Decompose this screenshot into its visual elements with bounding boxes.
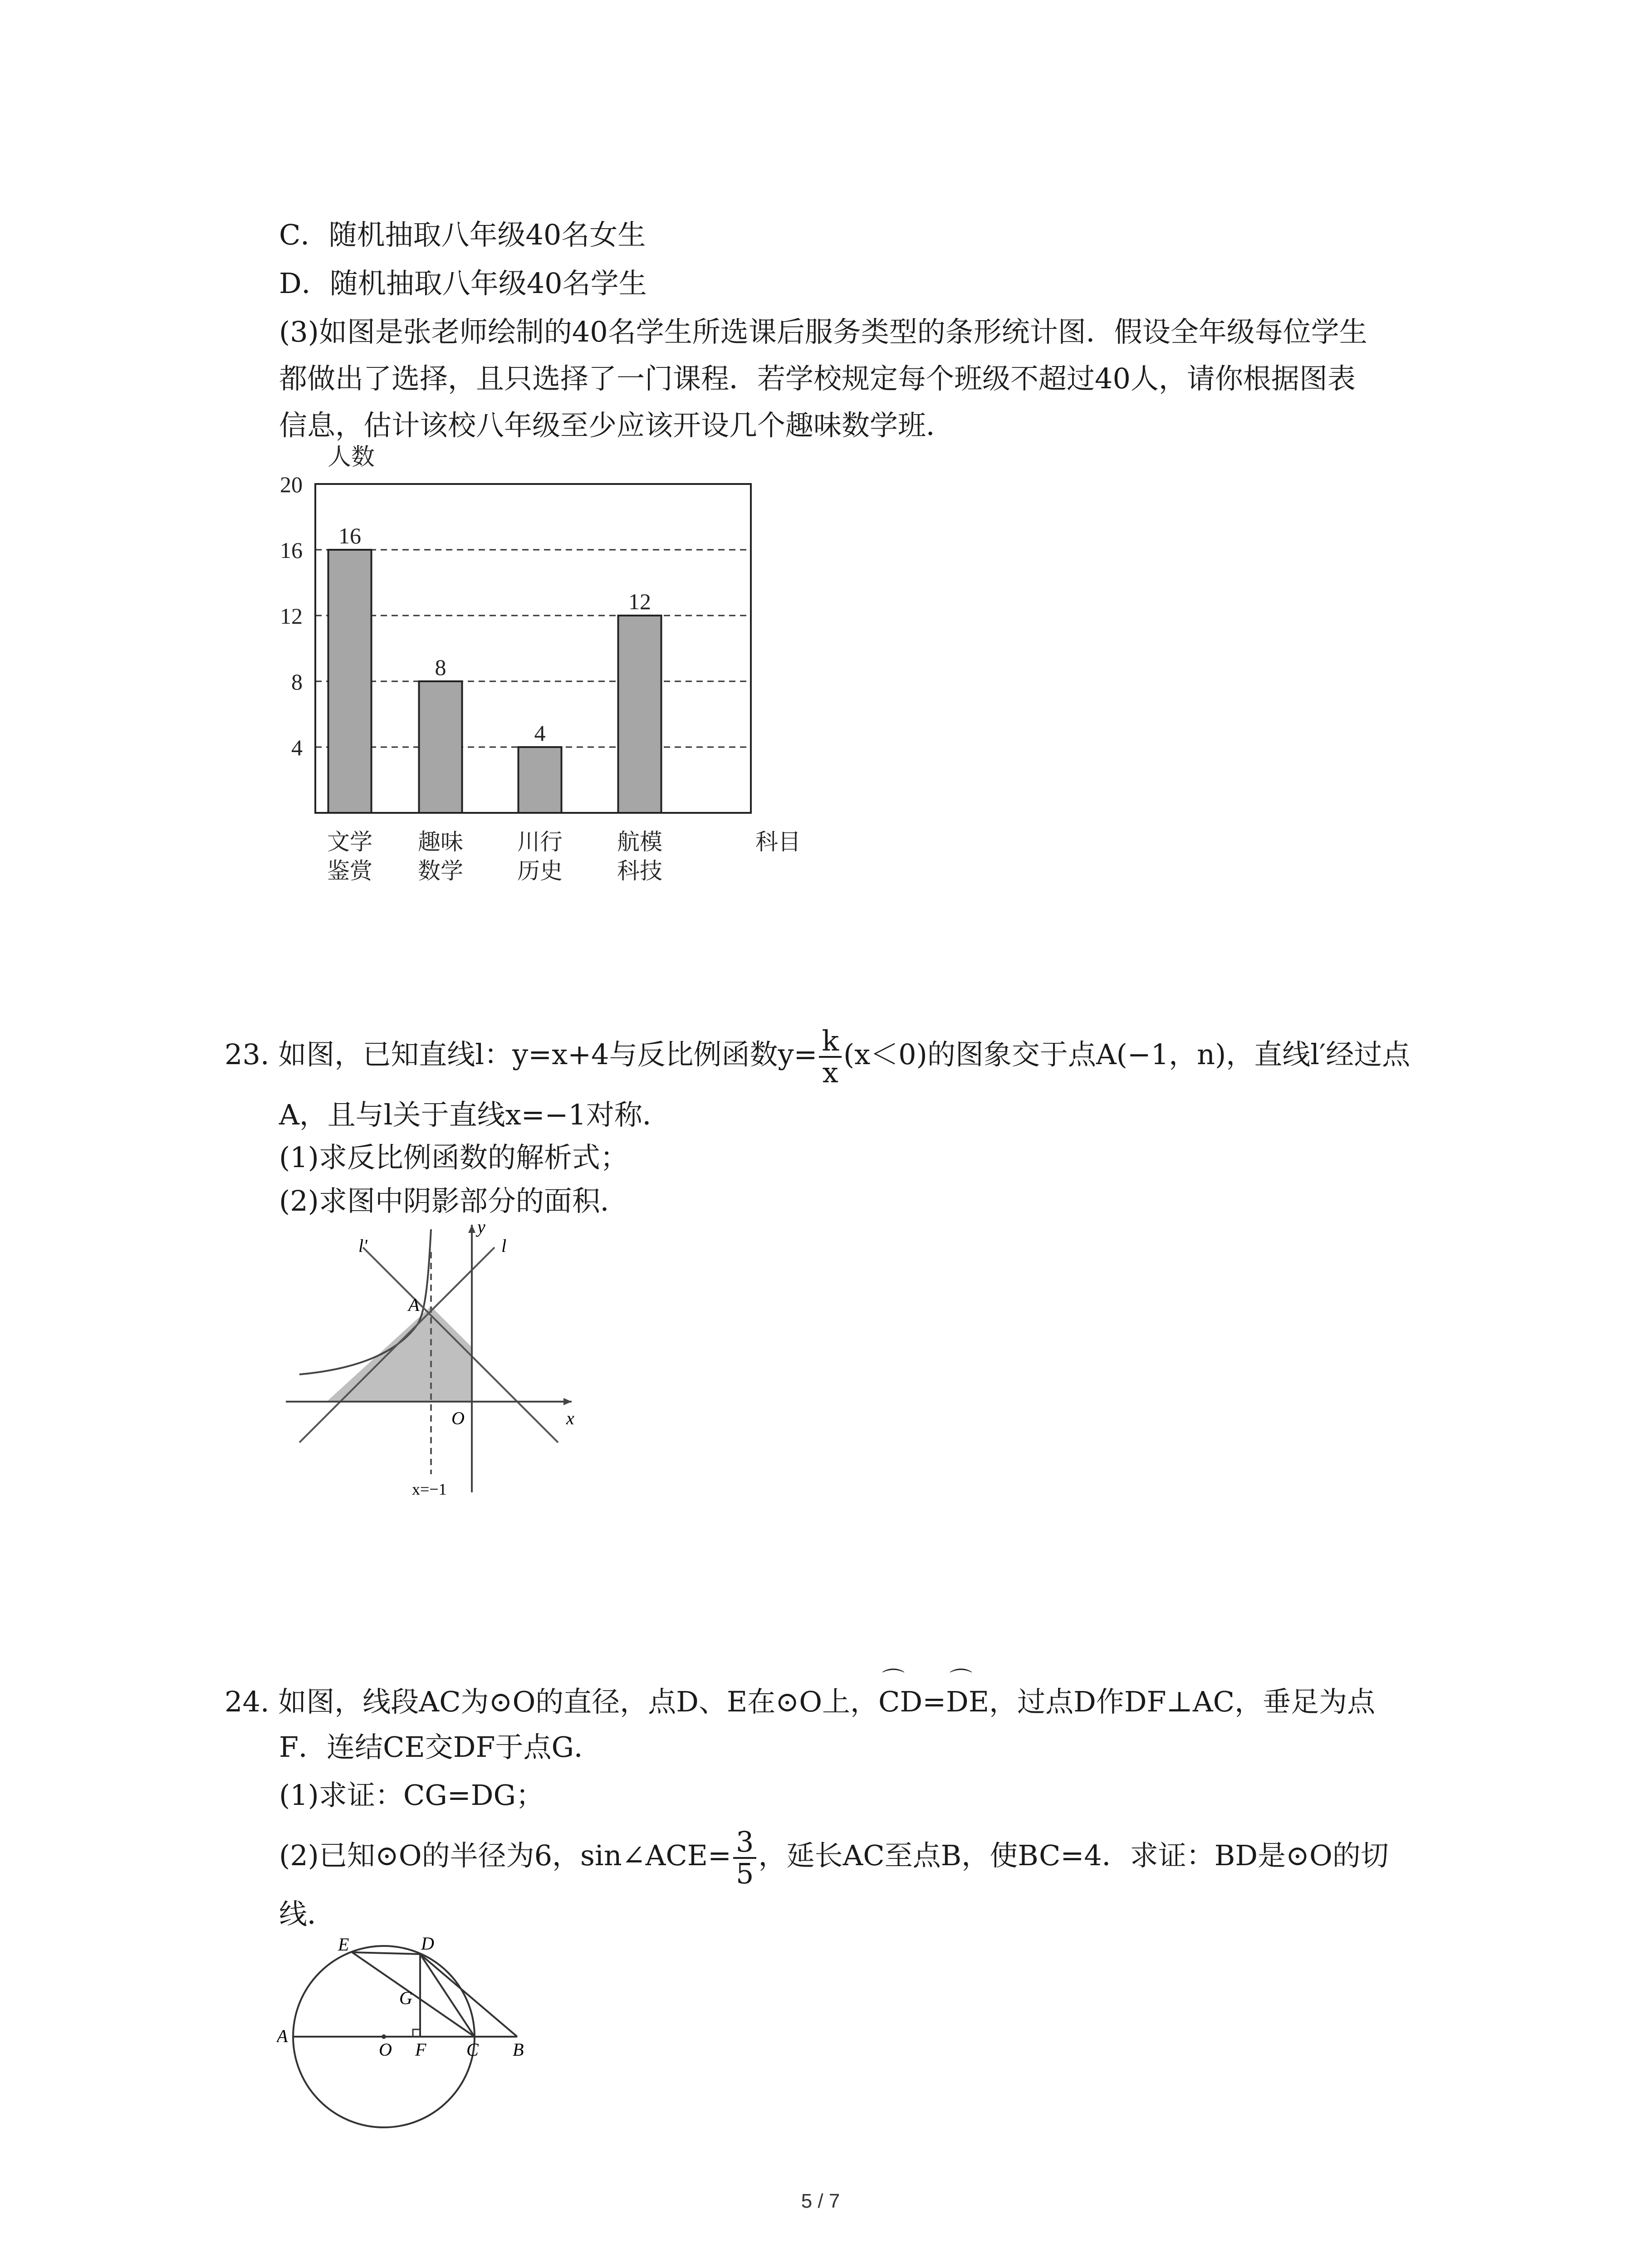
arc-de: ⌒ DE [946,1684,989,1720]
bar [328,550,372,813]
q24-text-b: ，过点D作DF⊥AC，垂足为点 [989,1685,1376,1718]
x-tick-label: 航模 [617,829,662,855]
q22-part3-line3: 信息，估计该校八年级至少应该开设几个趣味数学班． [279,409,955,442]
q24-frac-num: 3 [733,1827,756,1859]
y-axis-title: 人数 [328,445,375,470]
data-label: 16 [338,523,361,548]
label-x: x [566,1408,574,1428]
x-tick-label: 鉴赏 [327,858,372,884]
y-tick-labels [280,472,303,760]
q23-part1: (1)求反比例函数的解析式； [279,1141,628,1174]
x-tick-label: 历史 [517,858,563,884]
bar [618,616,661,813]
q23-line2: A，且与l关于直线x=−1对称． [279,1098,671,1131]
q23-line1 [225,1026,1410,1088]
bar [419,681,462,813]
chart-grid [315,550,751,747]
q24-part2-b: ，延长AC至点B，使BC=4．求证：BD是⊙O的切 [758,1839,1389,1872]
label-b: B [513,2039,524,2060]
shaded-region [327,1306,472,1402]
q23-frac-num: k [819,1026,842,1058]
x-axis-arrow [563,1398,572,1405]
x-tick-label: 科技 [617,858,662,884]
label-o: O [451,1408,465,1428]
q23-figure [281,1220,590,1510]
q23-part2: (2)求图中阴影部分的面积． [279,1184,628,1217]
q24-part2 [279,1827,1389,1889]
x-tick-label: 文学 [327,829,372,855]
y-tick-label: 12 [280,603,303,629]
bar [519,747,562,813]
y-axis-arrow [468,1225,475,1233]
y-tick-label: 8 [291,669,303,694]
q24-part1: (1)求证：CG=DG； [279,1779,544,1812]
q24-line2: F．连结CE交DF于点G． [279,1730,602,1764]
label-l: l [501,1236,507,1256]
y-tick-label: 4 [291,735,303,760]
label-a: A [408,1295,420,1315]
q24-figure [277,1932,549,2177]
segment-db [420,1954,517,2037]
option-d: D．随机抽取八年级40名学生 [279,267,647,300]
q24-text-a: 24. 如图，线段AC为⊙O的直径，点D、E在⊙O上， [225,1685,879,1718]
q24-fraction [733,1827,756,1889]
x-tick-label: 数学 [418,858,463,884]
center-dot [382,2034,386,2039]
x-axis-title: 科目 [755,829,801,855]
q24-line1 [225,1684,1375,1720]
arc-cd: ⌒ CD [878,1684,922,1720]
y-tick-label: 16 [280,538,303,563]
q24-frac-den: 5 [736,1857,754,1890]
data-labels [338,523,651,746]
right-angle-mark [413,2029,420,2037]
page-number: 5 / 7 [801,2190,840,2212]
x-tick-label: 川行 [517,829,563,855]
q24-part2-a: (2)已知⊙O的半径为6，sin∠ACE= [279,1839,731,1872]
label-o: O [379,2039,392,2060]
q23-text-a: 23. 如图，已知直线l：y=x+4与反比例函数y= [225,1038,818,1071]
q23-text-b: (x＜0)的图象交于点A(−1，n)，直线l′经过点 [843,1038,1411,1071]
label-l-prime: l' [358,1236,367,1256]
label-x-eq: x=−1 [412,1480,447,1498]
label-c: C [466,2039,479,2060]
x-tick-label: 趣味 [418,829,463,855]
option-c: C．随机抽取八年级40名女生 [279,218,646,251]
segment-dc [420,1954,475,2037]
label-d: D [421,1933,434,1954]
label-f: F [415,2039,426,2060]
q22-part3-line2: 都做出了选择，且只选择了一门课程．若学校规定每个班级不超过40人，请你根据图表 [279,362,1356,395]
y-tick-label: 20 [280,472,303,497]
q23-fraction [819,1026,842,1088]
segment-ed [352,1952,420,1954]
segment-ec [352,1952,475,2037]
q24-line5: 线． [279,1897,336,1931]
data-label: 4 [534,720,546,746]
q22-part3-line1: (3)如图是张老师绘制的40名学生所选课后服务类型的条形统计图．假设全年级每位学生 [279,315,1367,348]
data-label: 8 [435,655,446,680]
q23-frac-den: x [822,1056,838,1089]
q24-eq: = [922,1685,946,1718]
bar-chart [259,442,803,891]
label-g: G [399,1988,412,2008]
label-e: E [338,1934,349,1955]
label-a: A [277,2026,288,2046]
x-tick-labels [327,829,662,884]
label-y: y [477,1220,485,1237]
data-label: 12 [628,589,651,614]
